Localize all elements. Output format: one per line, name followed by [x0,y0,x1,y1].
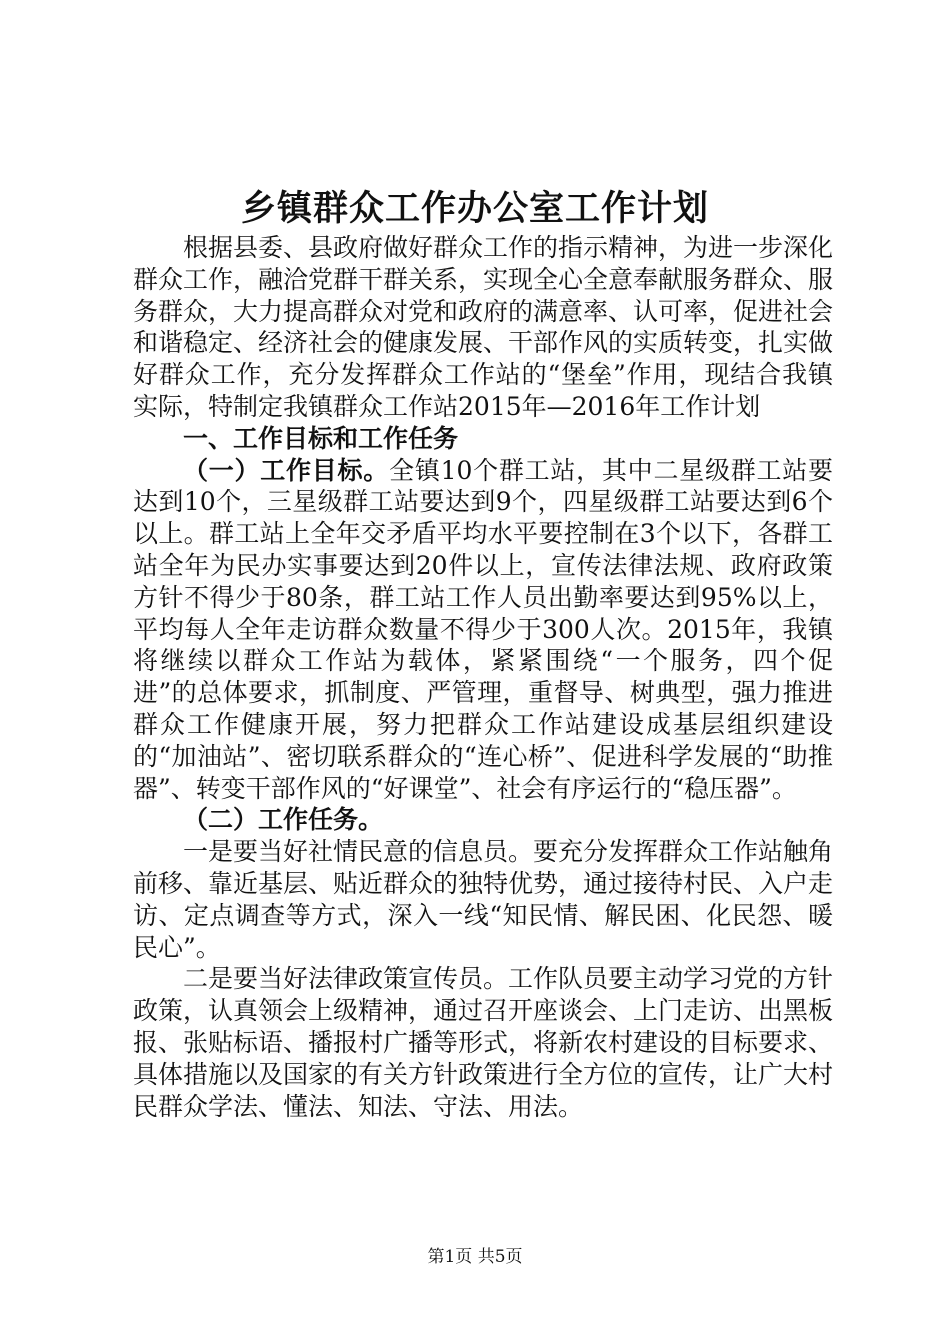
document-body [133,232,833,1122]
goal-text: 全镇10个群工站，其中二星级群工站要达到10个，三星级群工站要达到9个，四星级群工站要达到6个以上。群工站上全年交矛盾平均水平要控制在3个以下，各群工站全年为民办实事要达到20件以上，宣传法律法规、政府政策方针不得少于80条，群工站工作人员出勤率要达到95%以上，平均每人全年走访群众数量不得少于300人次。2015年，我镇将继续以群众工作站为载体，紧紧围绕“一个服务，四个促进”的总体要求，抓制度、严管理，重督导、树典型，强力推进群众工作健康开展，努力把群众工作站建设成基层组织建设的“加油站”、密切联系群众的“连心桥”、促进科学发展的“助推器”、转变干部作风的“好课堂”、社会有序运行的“稳压器”。 [133,455,833,803]
goal-label: （一）工作目标。 [183,455,390,485]
task-heading: （二）工作任务。 [183,805,384,835]
task-paragraph-2: 二是要当好法律政策宣传员。工作队员要主动学习党的方针政策，认真领会上级精神，通过召开座谈会、上门走访、出黑板报、张贴标语、播报村广播等形式，将新农村建设的目标要求、具体措施以及国家的有关方针政策进行全方位的宣传，让广大村民群众学法、懂法、知法、守法、用法。 [133,964,834,1121]
task-paragraph-1: 一是要当好社情民意的信息员。要充分发挥群众工作站触角前移、靠近基层、贴近群众的独特优势，通过接待村民、入户走访、定点调查等方式，深入一线“知民情、解民困、化民怨、暖民心”。 [133,837,834,962]
intro-paragraph: 根据县委、县政府做好群众工作的指示精神，为进一步深化群众工作，融洽党群干群关系，实现全心全意奉献服务群众、服务群众，大力提高群众对党和政府的满意率、认可率，促进社会和谐稳定、经济社会的健康发展、干部作风的实质转变，扎实做好群众工作，充分发挥群众工作站的“堡垒”作用，现结合我镇实际，特制定我镇群众工作站2015年—2016年工作计划 [133,233,834,421]
document-title: 乡镇群众工作办公室工作计划 [240,189,709,229]
page-number-footer: 第1页 共5页 [427,1247,523,1267]
section-heading: 一、工作目标和工作任务 [183,423,459,453]
goal-paragraph [133,455,833,805]
